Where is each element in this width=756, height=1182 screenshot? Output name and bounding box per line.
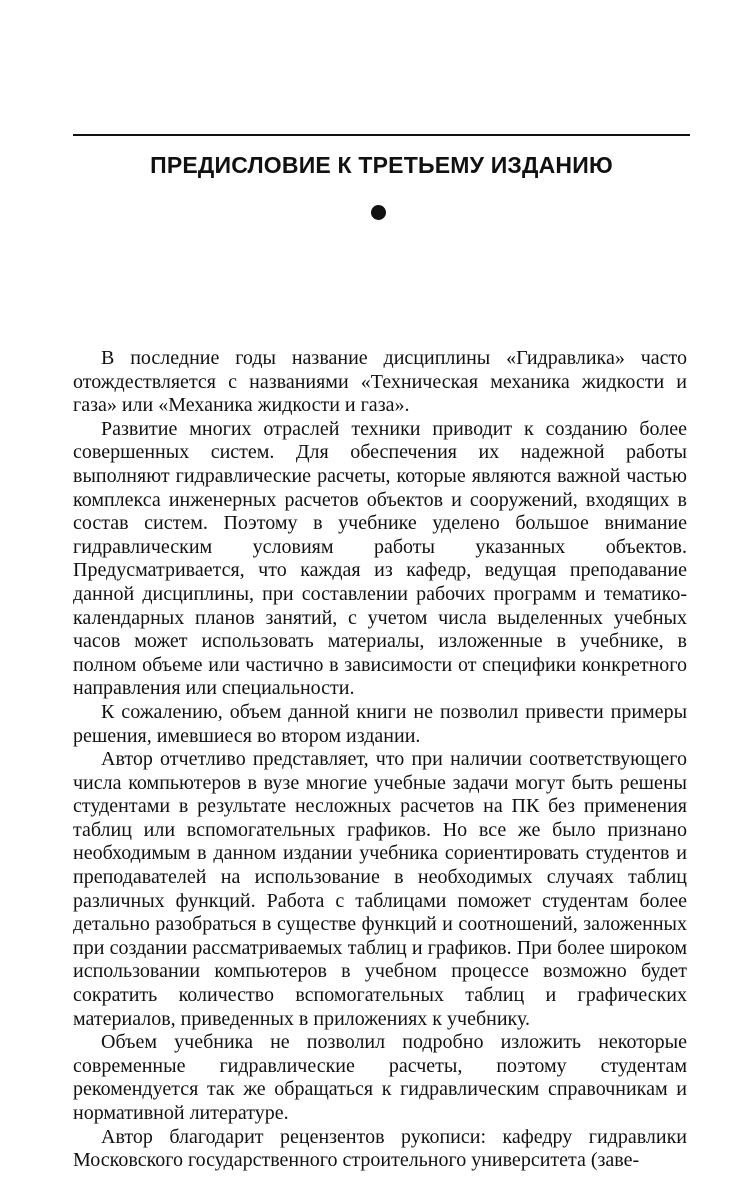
page-title: ПРЕДИСЛОВИЕ К ТРЕТЬЕМУ ИЗДАНИЮ — [150, 152, 613, 178]
paragraph: В последние годы название дисциплины «Гидравлика» часто отождествляется с названиями «Техническая механика жидкости и газа» или «Механика жидкости и газа». — [73, 347, 687, 417]
bullet-ornament — [371, 205, 386, 220]
paragraph: Автор благодарит рецензентов рукописи: кафедру гидравлики Московского государственного строительного университета (заве- — [73, 1125, 687, 1172]
top-rule — [73, 134, 690, 136]
paragraph: Развитие многих отраслей техники приводит к созданию более совершенных систем. Для обеспечения их надежной работы выполняют гидравлические расчеты, которые являются важной частью комплекса инженерных расчетов объектов и сооружений, входящих в состав систем. Поэтому в учебнике уделено большое внимание гидравлическим условиям работы указанных объектов. Предусматривается, что каждая из кафедр, ведущая преподавание данной дисциплины, при составлении рабочих программ и тематико-календарных планов занятий, с учетом числа выделенных учебных часов может использовать материалы, изложенные в учебнике, в полном объеме или частично в зависимости от специфики конкретного направления или специальности. — [73, 417, 687, 700]
paragraph: Объем учебника не позволил подробно изложить некоторые современные гидравлические расчеты, поэтому студентам рекомендуется так же обращаться к гидравлическим справочникам и нормативной литературе. — [73, 1031, 687, 1124]
paragraph: Автор отчетливо представляет, что при наличии соответствующего числа компьютеров в вузе многие учебные задачи могут быть решены студентами в результате несложных расчетов на ПК без применения таблиц или вспомогательных графиков. Но все же было признано необходимым в данном издании учебника сориентировать студентов и преподавателей на использование в необходимых случаях таблиц различных функций. Работа с таблицами поможет студентам более детально разобраться в существе функций и соотношений, заложенных при создании рассматриваемых таблиц и графиков. При более широком использовании компьютеров в учебном процессе возможно будет сократить количество вспомогательных таблиц и графических материалов, приведенных в приложениях к учебнику. — [73, 748, 687, 1030]
paragraph: К сожалению, объем данной книги не позволил привести примеры решения, имевшиеся во втором издании. — [73, 700, 687, 747]
body-text — [73, 347, 687, 1173]
